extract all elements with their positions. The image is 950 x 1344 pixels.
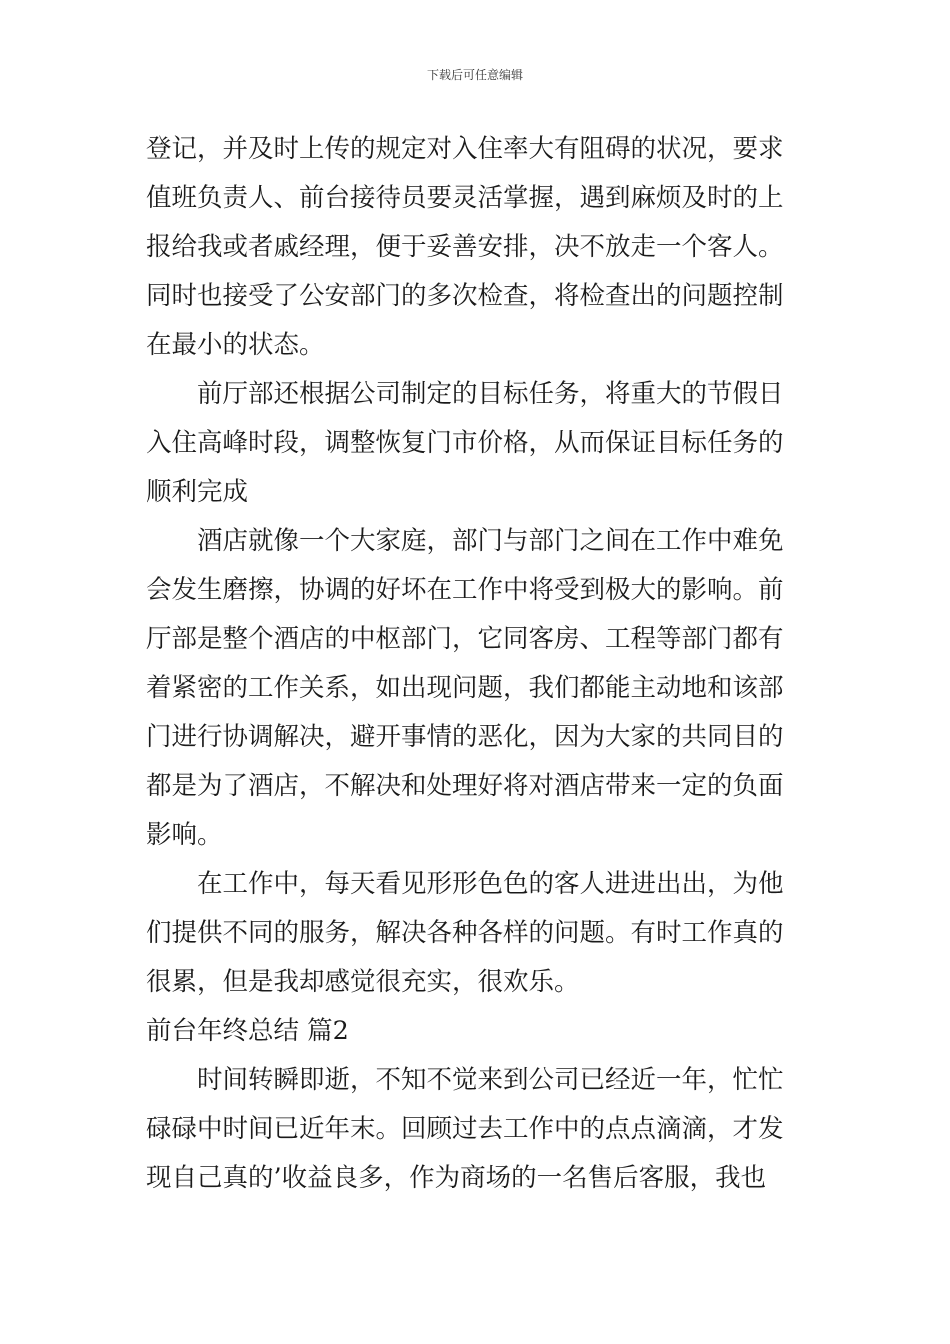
- text-line: 很累，但是我却感觉很充实，很欢乐。: [146, 967, 580, 997]
- paragraph-first-line: 酒店就像一个大家庭，部门与部门之间在工作中难免: [197, 526, 784, 556]
- text-line: 厅部是整个酒店的中枢部门，它同客房、工程等部门都有: [146, 624, 784, 654]
- text-line: 碌碌中时间已近年末。回顾过去工作中的点点滴滴，才发: [146, 1114, 784, 1144]
- document-body: [146, 125, 806, 1203]
- text-line: 登记，并及时上传的规定对入住率大有阻碍的状况，要求: [146, 134, 784, 164]
- section-heading: 前台年终总结 篇2: [146, 1016, 349, 1046]
- text-line: 门进行协调解决，避开事情的恶化，因为大家的共同目的: [146, 722, 784, 752]
- text-line: 都是为了酒店，不解决和处理好将对酒店带来一定的负面: [146, 771, 784, 801]
- text-line: 顺利完成: [146, 477, 249, 507]
- text-line: 值班负责人、前台接待员要灵活掌握，遇到麻烦及时的上: [146, 183, 784, 213]
- page-header: 下载后可任意编辑: [426, 68, 523, 82]
- paragraph-first-line: 前厅部还根据公司制定的目标任务，将重大的节假日: [197, 379, 784, 409]
- text-line: 现自己真的’收益良多，作为商场的一名售后客服，我也: [146, 1163, 767, 1193]
- text-line: 入住高峰时段，调整恢复门市价格，从而保证目标任务的: [146, 428, 784, 458]
- text-line: 着紧密的工作关系，如出现问题，我们都能主动地和该部: [146, 673, 784, 703]
- text-line: 会发生磨擦，协调的好坏在工作中将受到极大的影响。前: [146, 575, 784, 605]
- text-line: 在最小的状态。: [146, 330, 325, 360]
- text-line: 同时也接受了公安部门的多次检查，将检查出的问题控制: [146, 281, 784, 311]
- text-line: 影响。: [146, 820, 223, 850]
- paragraph-first-line: 时间转瞬即逝，不知不觉来到公司已经近一年，忙忙: [197, 1065, 784, 1095]
- text-line: 们提供不同的服务，解决各种各样的问题。有时工作真的: [146, 918, 784, 948]
- text-line: 报给我或者戚经理，便于妥善安排，决不放走一个客人。: [146, 232, 784, 262]
- paragraph-first-line: 在工作中，每天看见形形色色的客人进进出出，为他: [197, 869, 784, 899]
